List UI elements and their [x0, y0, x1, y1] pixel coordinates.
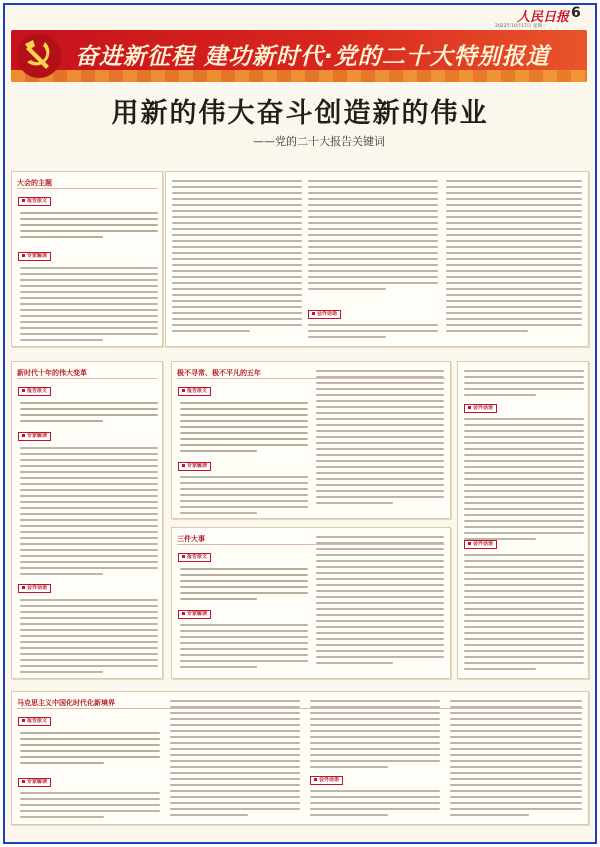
scene-note-tag: 会外话语	[18, 584, 51, 593]
expert-reading-tag: 专家解读	[178, 610, 211, 619]
report-text	[20, 212, 158, 242]
expert-reading-tag: 专家解读	[18, 778, 51, 787]
report-text	[20, 402, 158, 426]
dateline: 2022年10月17日 星期一	[495, 24, 547, 29]
party-emblem-icon	[15, 32, 63, 80]
section-theme	[11, 171, 163, 347]
column-4	[450, 700, 582, 820]
divider	[17, 378, 157, 379]
right-column	[457, 361, 589, 679]
report-original-tag: 报告原文	[178, 553, 211, 562]
column-2	[170, 700, 300, 820]
report-original-tag: 报告原文	[18, 197, 51, 206]
column-1	[172, 180, 302, 336]
special-report-banner	[11, 30, 587, 82]
banner-title: 奋进新征程 建功新时代·党的二十大特别报道	[75, 44, 550, 70]
page-frame	[3, 3, 597, 844]
report-original-tag: 报告原文	[18, 387, 51, 396]
scene-note-tag: 会外话语	[310, 776, 343, 785]
scene-note-tag: 会外话语	[308, 310, 341, 319]
section-five-years	[171, 361, 451, 519]
expert-reading-tag: 专家解读	[18, 432, 51, 441]
expert-text	[180, 624, 308, 672]
scene-note-tag: 会外话语	[464, 540, 497, 549]
section-title: 极不寻常、极不平凡的五年	[177, 369, 261, 377]
headline: 用新的伟大奋斗创造新的伟业	[111, 98, 489, 129]
scene-note-text	[310, 790, 440, 820]
column-2	[308, 180, 438, 294]
newspaper-logo: 人民日报	[517, 10, 570, 25]
banner-stripe	[11, 70, 587, 82]
masthead	[5, 5, 595, 25]
expert-text	[20, 447, 158, 579]
subtitle: ——党的二十大报告关键词	[253, 135, 385, 148]
scene-note-text	[464, 418, 584, 544]
scene-note-text	[308, 324, 438, 342]
section-three-events	[171, 527, 451, 679]
column-2	[316, 536, 444, 668]
column-3	[310, 700, 440, 772]
section-theme-continued	[165, 171, 589, 347]
report-original-tag: 报告原文	[18, 717, 51, 726]
expert-text	[20, 267, 158, 345]
scene-note-text	[20, 599, 158, 677]
section-title: 大会的主题	[17, 179, 52, 187]
expert-text	[20, 792, 160, 822]
scene-note-tag: 会外话语	[464, 404, 497, 413]
section-title: 马克思主义中国化时代化新境界	[17, 699, 115, 707]
section-title: 三件大事	[177, 535, 205, 543]
report-text	[20, 732, 160, 768]
section-title: 新时代十年的伟大变革	[17, 369, 87, 377]
section-marxism	[11, 691, 589, 825]
expert-reading-tag: 专家解读	[178, 462, 211, 471]
expert-reading-tag: 专家解读	[18, 252, 51, 261]
section-decade	[11, 361, 163, 679]
report-text	[180, 568, 308, 604]
page-number: 6	[571, 5, 581, 21]
column-text	[464, 370, 584, 400]
column-2	[316, 370, 444, 508]
report-text	[180, 402, 308, 456]
divider	[17, 188, 157, 189]
expert-text	[180, 476, 308, 518]
column-3	[446, 180, 582, 336]
scene-note-text	[464, 554, 584, 674]
report-original-tag: 报告原文	[178, 387, 211, 396]
